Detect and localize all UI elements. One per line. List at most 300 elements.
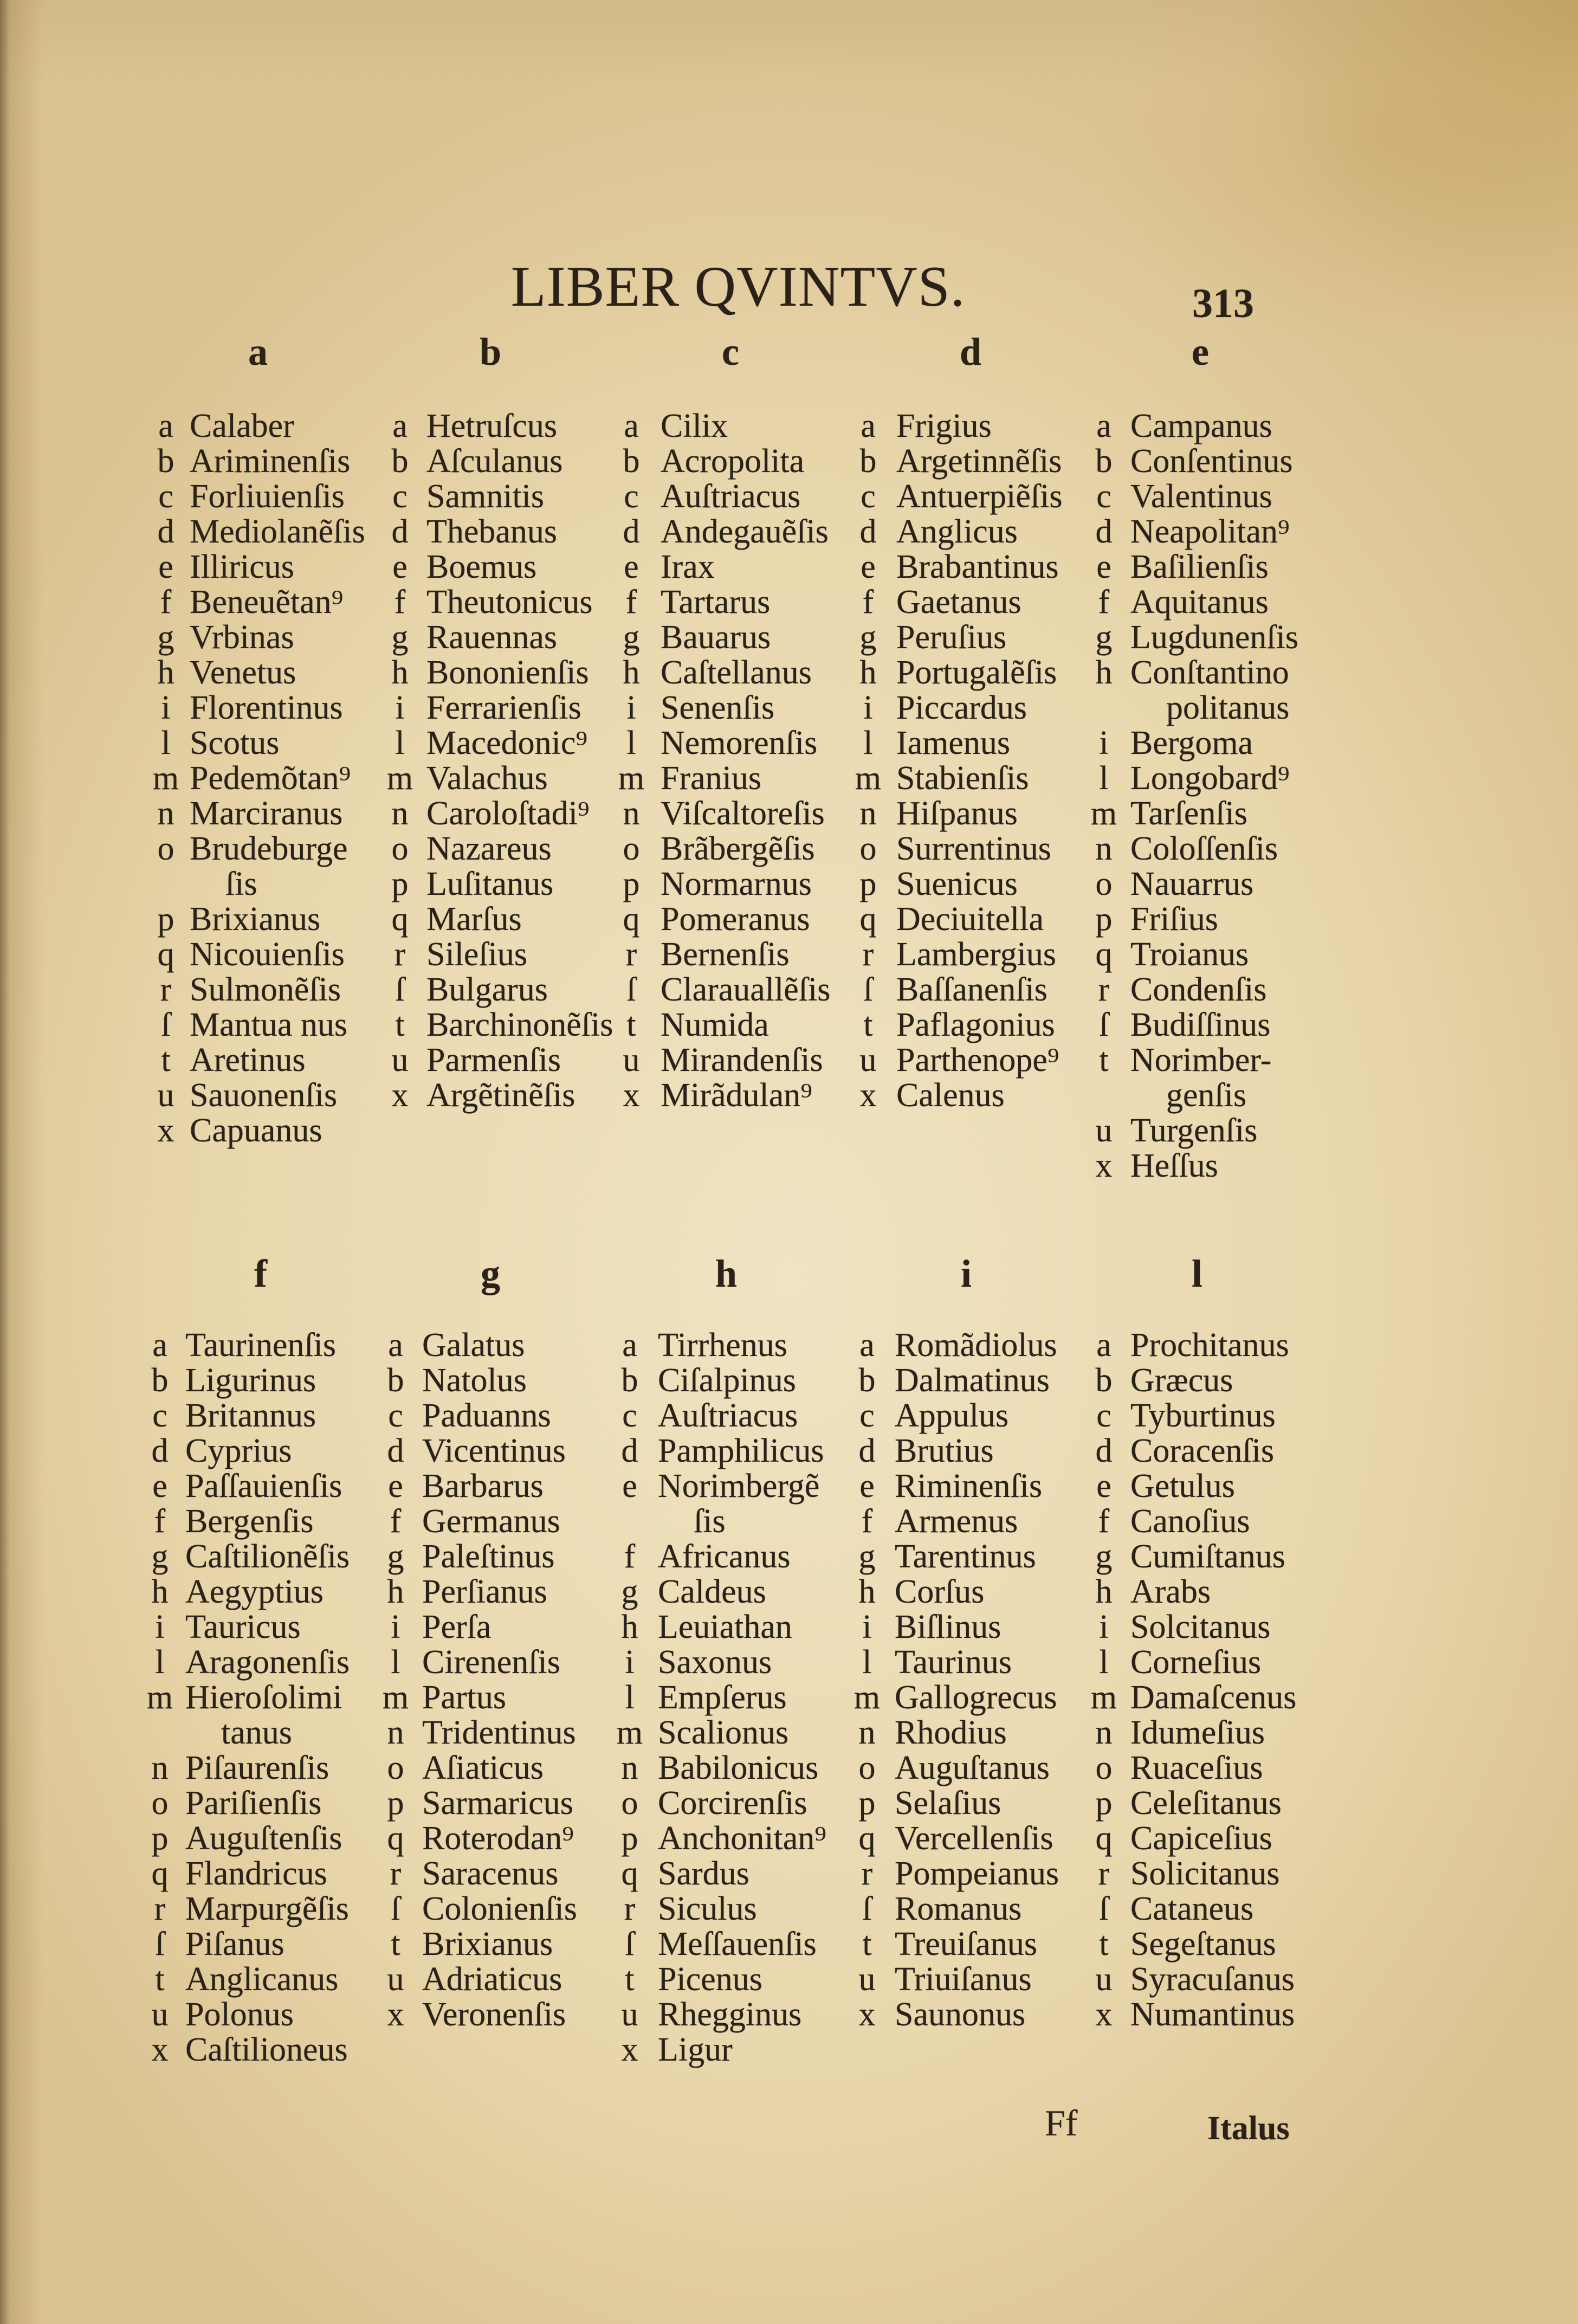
entry [384,972,615,1008]
entry [851,1821,1088,1856]
entry-letter: p [391,866,409,902]
entry [384,690,615,726]
entry-letter: b [157,443,174,480]
entry-letter: m [618,760,645,797]
entry-letter: f [1098,1503,1110,1540]
entry [1088,1539,1369,1574]
entry [613,1927,851,1962]
entry-name: Bononienſis [426,654,589,691]
entry-letter: q [1095,1820,1113,1857]
entry-letter: a [859,1327,875,1364]
entry-name: Segeſtanus [1130,1926,1276,1963]
entry-name: Mirandenſis [661,1042,823,1079]
entry [150,690,384,726]
entry [1088,1363,1369,1398]
entry-letter: a [1096,1327,1111,1364]
entry-name: Anchonitan⁹ [658,1820,826,1857]
entry-letter: x [151,2031,169,2068]
entry [144,1680,379,1751]
entry-name: Bulgarus [426,971,548,1008]
entry-name: Pariſienſis [185,1785,322,1822]
entry-name: Parmenſis [426,1042,561,1079]
entry-letter: m [386,760,413,797]
entry-name: Brabantinus [896,548,1059,585]
entry [615,902,852,937]
entry-letter: q [157,936,174,973]
entry-letter: q [387,1820,404,1857]
entry-letter: l [161,725,171,761]
entry-name: Galatus [422,1327,525,1364]
entry [852,585,1088,620]
entry-name: Venetus [190,654,296,691]
entry-name: Corcirenſis [658,1785,807,1822]
entry [615,831,852,867]
entry-letter: o [1095,1750,1113,1786]
entry-letter: r [160,971,172,1008]
entry [851,1997,1088,2032]
entry-letter: i [155,1609,165,1645]
entry-letter: o [391,830,409,867]
entry-letter: f [1098,584,1110,621]
entry-name: Rauennas [426,619,558,656]
entry [150,796,384,831]
entry-letter: d [391,513,409,550]
table-column [150,314,384,1203]
entry [379,1610,613,1645]
entry-name: Antuerpiẽſis [896,478,1063,515]
entry [150,585,384,620]
entry-letter: h [621,1609,638,1645]
entry-name: Frigius [896,408,992,444]
entry-letter: m [146,1679,173,1716]
entry-name: Auguſtenſis [185,1820,342,1857]
entry [144,1363,379,1398]
entry-name: Sarmaricus [422,1785,573,1822]
entry [384,726,615,761]
entry [852,1078,1088,1113]
entry-letter: f [862,584,874,621]
entry-name: Siculus [658,1890,757,1927]
entry-name: Græcus [1130,1362,1233,1399]
entry [144,1469,379,1504]
entry-letter: c [388,1397,403,1434]
entry-name: Tirrhenus [658,1327,787,1364]
entry-letter: h [1095,1573,1113,1610]
entry-name: Taurinus [895,1644,1012,1681]
entry [150,514,384,550]
entry-name: Numida [661,1006,769,1043]
entry-name: Damaſcenus [1130,1679,1297,1716]
entry-name: Marſus [426,901,522,938]
entry-name: Florentinus [190,689,343,726]
entry-name: Numantinus [1130,1996,1295,2033]
entry-letter: a [624,408,639,444]
entry-letter: p [1095,901,1113,938]
entry [615,1008,852,1043]
entry-letter: n [387,1714,404,1751]
entry [852,655,1088,690]
entry-name: Romanus [895,1890,1022,1927]
entry-name: Nauarrus [1130,866,1254,902]
entry [852,937,1088,972]
entry-letter: b [387,1362,404,1399]
entry-name: Coloſſenſis [1130,830,1278,867]
entry-name: Scotus [190,725,280,761]
entry-letter: d [859,513,877,550]
entry-letter: o [621,1785,638,1822]
entry-name: Germanus [422,1503,560,1540]
entry-name: Friſius [1130,901,1218,938]
entry-letter: x [859,1077,877,1114]
entry [851,1610,1088,1645]
entry-letter: f [394,584,406,621]
entry-letter: m [1090,1679,1117,1716]
entry-letter: ſ [626,971,636,1008]
entry-letter: t [862,1926,872,1963]
entry [379,1927,613,1962]
entry-letter: f [160,584,172,621]
entry [1088,1856,1369,1892]
entry [384,550,615,585]
entry-letter: g [391,619,409,656]
entry-letter: m [152,760,179,797]
entry [379,1504,613,1539]
entry-name: Bernenſis [661,936,790,973]
entry-letter: t [155,1961,165,1998]
entry-letter: h [391,654,409,691]
entry-name: Triuiſanus [895,1961,1032,1998]
entry [1088,1008,1369,1043]
entry-letter: t [625,1961,635,1998]
entry-letter: d [623,513,640,550]
entry-name: Rhegginus [658,1996,802,2033]
entry-name: Boemus [426,548,537,585]
entry-letter: h [1095,654,1113,691]
entry-letter: u [621,1996,638,2033]
entry-letter: g [157,619,174,656]
entry-name: Caſtilionẽſis [185,1538,350,1575]
entry-name: Capuanus [190,1112,322,1149]
entry [852,1008,1088,1043]
entry-name-continuation: politanus [1166,689,1290,726]
entry-name: Perſianus [422,1573,547,1610]
entry-letter: d [1095,1432,1113,1469]
entry-letter: e [392,548,408,585]
entry [144,1574,379,1610]
entry-letter: ſ [1099,1006,1109,1043]
entry-letter: b [858,1362,876,1399]
entry-name: Idumeſius [1130,1714,1265,1751]
entry-name: Nazareus [426,830,552,867]
entry-name: Irax [661,548,715,585]
entry-letter: m [1090,795,1117,832]
entry-letter: a [392,408,408,444]
entry-name: Mirãdulan⁹ [661,1077,812,1114]
entry-letter: q [621,1855,638,1892]
entry-name: Riminenſis [895,1468,1043,1505]
entry-letter: n [151,1750,169,1786]
entry-letter: o [157,830,174,867]
entry [613,1574,851,1610]
entry-letter: g [1095,619,1113,656]
entry-letter: t [863,1006,873,1043]
entry [1088,1504,1369,1539]
entry [1088,1715,1369,1751]
entry [613,1892,851,1927]
entry-letter: u [858,1961,876,1998]
entry-name: Calaber [190,408,294,444]
entry [384,1078,615,1113]
entry [144,1434,379,1469]
entry-letter: o [623,830,640,867]
entry-letter: u [859,1042,877,1079]
entry [613,1328,851,1363]
entry-letter: a [622,1327,637,1364]
entry-letter: p [1095,1785,1113,1822]
entry-name: Aquitanus [1130,584,1269,621]
entry [384,409,615,444]
entry-name: Brudeburge [190,830,348,867]
entry-letter: l [626,725,636,761]
entry [150,726,384,761]
entry [144,1645,379,1680]
entry-name: Natolus [422,1362,527,1399]
entry-name: Britannus [185,1397,316,1434]
entry [1088,1469,1369,1504]
entry-name: Thebanus [426,513,558,550]
entry-name: Illiricus [190,548,294,585]
entry-letter: i [862,1609,872,1645]
entry-name: Syracuſanus [1130,1961,1295,1998]
entry-letter: r [394,936,406,973]
entry-name: Picenus [658,1961,762,1998]
entry [379,1574,613,1610]
entry-letter: b [1095,443,1113,480]
entry [852,867,1088,902]
entry-name: Luſitanus [426,866,554,902]
entry-letter: q [151,1855,169,1892]
entry-name: Andegauẽſis [661,513,829,550]
entry-name: Baſſanenſis [896,971,1047,1008]
entry [851,1434,1088,1469]
entry [615,690,852,726]
entry [1088,1148,1369,1184]
entry-name: Ferrarienſis [426,689,581,726]
entry [613,1363,851,1398]
entry-letter: n [623,795,640,832]
entry-name: Auſtriacus [658,1397,798,1434]
entry [615,761,852,796]
entry-letter: o [387,1750,404,1786]
entry [852,1043,1088,1078]
entry-name: Ruaceſius [1130,1750,1263,1786]
entry-name: Roterodan⁹ [422,1820,574,1857]
entry [1088,655,1369,726]
entry [1088,1962,1369,1997]
entry-name: Barchinonẽſis [426,1006,613,1043]
table-column [851,1241,1088,2087]
entry-letter: g [387,1538,404,1575]
entry-letter: h [157,654,174,691]
entry-name: Turgenſis [1130,1112,1258,1149]
entry-letter: e [158,548,173,585]
entry-name: Armenus [895,1503,1018,1540]
entry [150,550,384,585]
entry-letter: ſ [395,971,405,1008]
entry [150,902,384,937]
entry-name: Coracenſis [1130,1432,1275,1469]
entry-letter: u [387,1961,404,1998]
entry [1088,514,1369,550]
entry-name: Cumiſtanus [1130,1538,1285,1575]
entry-letter: h [858,1573,876,1610]
entry [1088,1892,1369,1927]
entry-letter: x [1095,1996,1113,2033]
entry-name: Peruſius [896,619,1007,656]
entry-name: Paſſauienſis [185,1468,342,1505]
entry [150,1078,384,1113]
entry [144,1892,379,1927]
entry [1088,796,1369,831]
entry-letter: r [862,936,874,973]
entry-letter: c [1096,1397,1111,1434]
entry-letter: g [1095,1538,1113,1575]
entry-letter: i [863,689,873,726]
entry-name: Paleſtinus [422,1538,555,1575]
entry-name: Clarauallẽſis [661,971,831,1008]
entry [852,514,1088,550]
entry [851,1398,1088,1434]
entry-name: Surrentinus [896,830,1051,867]
page-number: 313 [1192,281,1254,326]
entry [851,1469,1088,1504]
entry-letter: i [161,689,171,726]
entry-letter: ſ [391,1890,400,1927]
entry-name: Normarnus [661,866,812,902]
entry-name: Hiſpanus [896,795,1018,832]
entry [384,514,615,550]
entry [1088,1786,1369,1821]
entry-name: Sulmonẽſis [190,971,341,1008]
table-column [384,314,615,1203]
entry-letter: t [395,1006,405,1043]
entry [1088,867,1369,902]
entry [150,1113,384,1148]
entry-letter: ſ [1099,1890,1109,1927]
entry [852,796,1088,831]
entry-letter: x [1095,1147,1113,1184]
entry-name: Gallogrecus [895,1679,1057,1716]
entry [613,1398,851,1434]
entry [379,1680,613,1715]
entry [1088,761,1369,796]
entry-letter: d [387,1432,404,1469]
entry-letter: u [1095,1112,1113,1149]
entry [852,620,1088,655]
entry-letter: u [391,1042,409,1079]
entry-name: Empſerus [658,1679,787,1716]
entry [1088,1574,1369,1610]
entry-letter: p [621,1820,638,1857]
entry-name: Valachus [426,760,548,797]
entry [852,444,1088,479]
entry [615,550,852,585]
entry-name: Saunonus [895,1996,1026,2033]
entry [613,1962,851,1997]
entry-letter: c [859,1397,875,1434]
entry [851,1680,1088,1715]
entry-name: Colonienſis [422,1890,577,1927]
entry [851,1786,1088,1821]
entry [1088,831,1369,867]
entry-letter: u [157,1077,174,1114]
entry-name: Baſilienſis [1130,548,1269,585]
entry [851,1715,1088,1751]
entry-name: Tauricus [185,1609,301,1645]
entry-letter: t [161,1042,171,1079]
entry [852,409,1088,444]
entry-letter: p [858,1785,876,1822]
entry-letter: l [395,725,405,761]
entry-name: Treuiſanus [895,1926,1037,1963]
entry [851,1539,1088,1574]
entry-letter: e [622,1468,637,1505]
entry-letter: t [1099,1042,1109,1079]
entry-name: Flandricus [185,1855,327,1892]
table-column [852,314,1088,1203]
column-letter: b [479,330,502,373]
entry-letter: o [151,1785,169,1822]
entry-name: Brutius [895,1432,994,1469]
entry [615,937,852,972]
entry [144,1856,379,1892]
entry-name: Franius [661,760,761,797]
column-letter: d [959,330,982,373]
entry-letter: i [626,689,636,726]
entry [384,655,615,690]
entry-name: Tyburtinus [1130,1397,1276,1434]
entry-name: Acropolita [661,443,805,480]
entry-name: Leuiathan [658,1609,792,1645]
entry-letter: b [151,1362,169,1399]
entry [613,1434,851,1469]
entry-letter: g [151,1538,169,1575]
entry-name: Brixianus [422,1926,553,1963]
entry [615,796,852,831]
entry [144,1539,379,1574]
entry-name: Paduanns [422,1397,551,1434]
entry-letter: x [858,1996,876,2033]
entry-name: Sauonenſis [190,1077,338,1114]
entry-name: Condenſis [1130,971,1267,1008]
entry-letter: u [623,1042,640,1079]
entry-name: Brixianus [190,901,321,938]
entry-name: Vicentinus [422,1432,566,1469]
entry [615,479,852,514]
entry-name: Lugdunenſis [1130,619,1298,656]
entry-letter: e [1096,548,1111,585]
entry-letter: q [391,901,409,938]
entry [150,655,384,690]
entry-letter: e [624,548,639,585]
entry-name: Argetinnẽſis [896,443,1062,480]
entry-name: Rhodius [895,1714,1007,1751]
entry-name: Solicitanus [1130,1855,1280,1892]
entry [150,1008,384,1043]
entry [1088,585,1369,620]
entry-letter: e [1096,1468,1111,1505]
entry-name: Veronenſis [422,1996,566,2033]
